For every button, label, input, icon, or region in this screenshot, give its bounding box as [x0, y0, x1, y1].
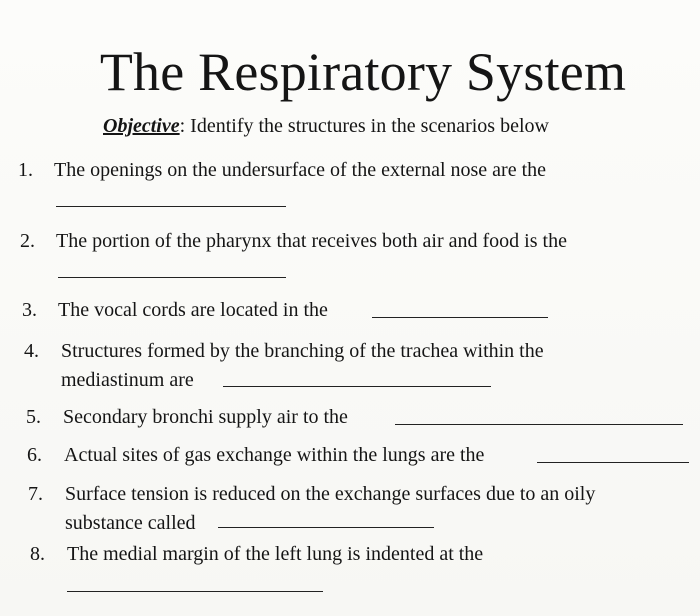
question-2	[20, 228, 690, 288]
question-text: The openings on the undersurface of the external nose are the	[54, 159, 547, 181]
question-6	[27, 442, 697, 472]
question-number: 8.	[30, 543, 45, 565]
question-number: 5.	[26, 406, 41, 428]
question-number: 1.	[18, 159, 33, 181]
question-text: The vocal cords are located in the	[58, 299, 328, 321]
question-number: 3.	[22, 299, 37, 321]
question-3	[22, 297, 692, 327]
answer-blank[interactable]	[56, 206, 286, 207]
question-number: 6.	[27, 444, 42, 466]
objective-label: Objective	[103, 115, 180, 137]
question-number: 4.	[24, 340, 39, 362]
page-title: The Respiratory System	[99, 42, 627, 102]
question-text: The portion of the pharynx that receives both air and food is the	[56, 230, 567, 252]
question-text: Secondary bronchi supply air to the	[63, 406, 348, 428]
answer-blank[interactable]	[67, 591, 323, 592]
objective-line	[103, 113, 549, 139]
answer-blank[interactable]	[537, 462, 689, 463]
question-number: 2.	[20, 230, 35, 252]
answer-blank[interactable]	[223, 386, 491, 387]
question-text: The medial margin of the left lung is indented at the	[67, 543, 484, 565]
question-1	[18, 157, 688, 217]
question-text: Actual sites of gas exchange within the lungs are the	[64, 444, 485, 466]
question-4	[24, 338, 694, 394]
answer-blank[interactable]	[395, 424, 683, 425]
question-text: Surface tension is reduced on the exchange surfaces due to an oily	[65, 483, 596, 505]
objective-text: : Identify the structures in the scenarios below	[179, 115, 549, 137]
question-5	[26, 404, 696, 434]
question-8	[30, 541, 700, 601]
question-text-continued: mediastinum are	[61, 369, 194, 391]
answer-blank[interactable]	[372, 317, 548, 318]
answer-blank[interactable]	[58, 277, 286, 278]
answer-blank[interactable]	[218, 527, 434, 528]
question-7	[28, 481, 698, 537]
question-text: Structures formed by the branching of the trachea within the	[61, 340, 544, 362]
question-number: 7.	[28, 483, 43, 505]
question-text-continued: substance called	[65, 512, 196, 534]
